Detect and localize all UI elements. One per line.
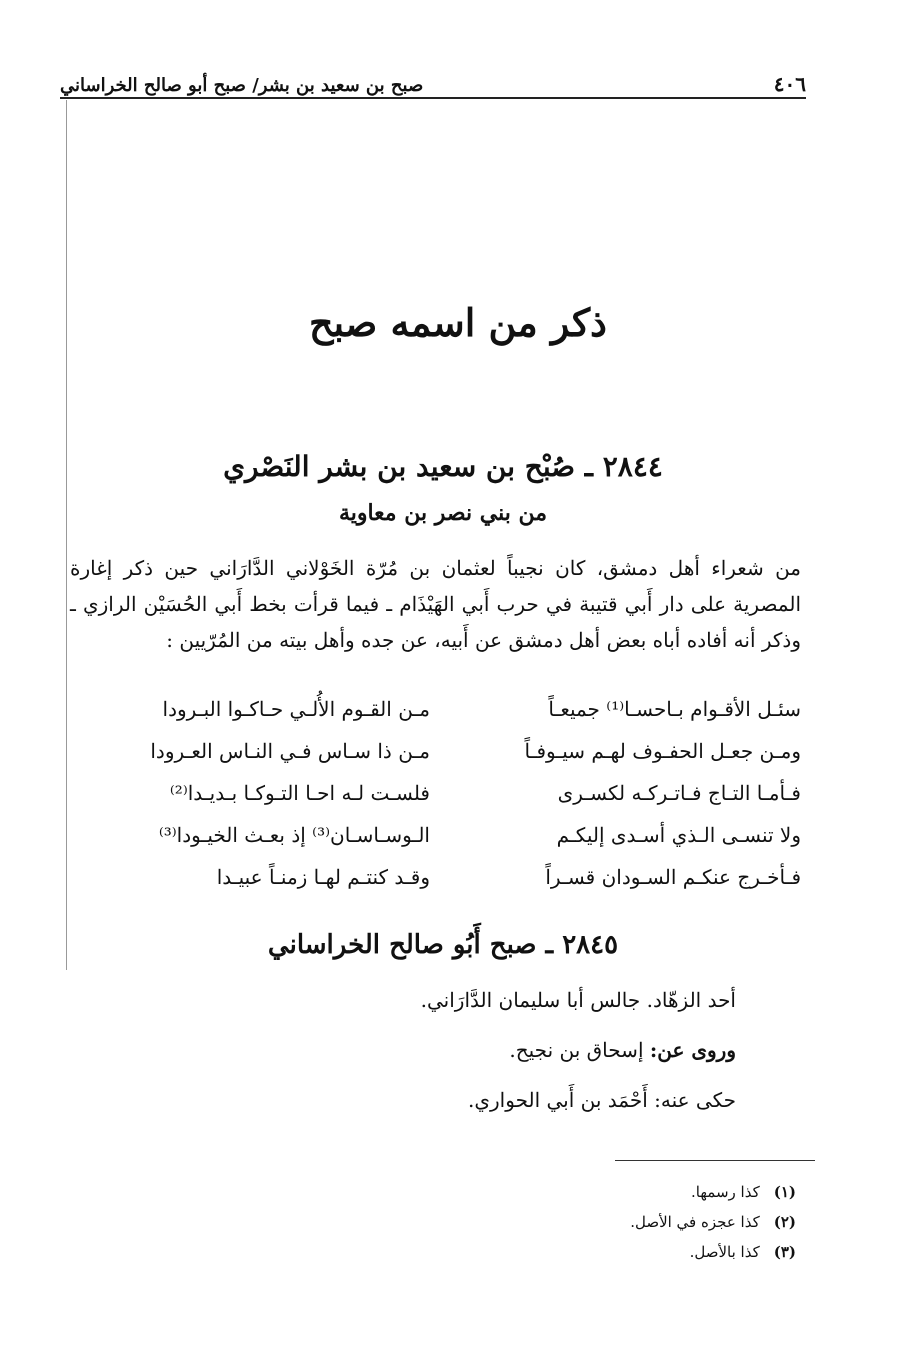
entry-2845-heading: ٢٨٤٥ ـ صبح أَبُو صالح الخراساني (267, 930, 619, 960)
entry-2845-narrated-by: حكى عنه: أَحْمَد بن أَبي الحواري. (468, 1088, 736, 1112)
footnote-number: (٣) (773, 1243, 796, 1261)
footnote-text: كذا عجزه في الأصل. (630, 1213, 760, 1231)
verse-line (60, 814, 801, 856)
narrated-from-value: إسحاق بن نجيح. (509, 1038, 644, 1062)
footnote-number: (١) (773, 1183, 796, 1201)
entry-2845-description: أحد الزهّاد. جالس أبا سليمان الدَّارَاني. (420, 988, 736, 1012)
verse-second-hemistich: مـن ذا سـاس فـي النـاس العـرودا (150, 739, 430, 763)
verse-second-hemistich: الـوسـاسـان⁽³⁾ إذ بعـث الخيـودا⁽³⁾ (158, 823, 430, 847)
verse-second-hemistich: مـن القـوم الأُلـي حـاكـوا البـرودا (162, 697, 430, 721)
verse-line (60, 688, 801, 730)
verse-first-hemistich: سئـل الأقـوام بـاحسـا⁽¹⁾ جميعـاً (548, 697, 801, 721)
footnote (630, 1213, 796, 1243)
poem (60, 688, 801, 898)
footnote-number: (٢) (773, 1213, 796, 1231)
page-number: ٤٠٦ (773, 72, 806, 96)
footnote-text: كذا رسمها. (691, 1183, 760, 1201)
running-title: صبح بن سعيد بن بشر/ صبح أبو صالح الخراساني (60, 75, 424, 96)
verse-first-hemistich: ولا تنسـى الـذي أسـدى إليكـم (556, 823, 801, 847)
footnote-text: كذا بالأصل. (689, 1243, 760, 1261)
verse-first-hemistich: فـأمـا التـاج فـاتـركـه لكسـرى (557, 781, 801, 805)
verse-line (60, 856, 801, 898)
footnote-rule (615, 1160, 815, 1161)
entry-2844-heading: ٢٨٤٤ ـ صُبْح بن سعيد بن بشر النَصْري (223, 450, 663, 483)
header-rule (60, 97, 806, 99)
entry-2844-subheading: من بني نصر بن معاوية (338, 500, 548, 526)
footnotes (630, 1183, 796, 1273)
verse-first-hemistich: فـأخـرج عنكـم السـودان قسـراً (545, 865, 801, 889)
section-title: ذكر من اسمه صبح (309, 300, 607, 345)
verse-first-hemistich: ومـن جعـل الحفـوف لهـم سيـوفـاً (524, 739, 801, 763)
verse-second-hemistich: فلسـت لـه احـا التـوكـا بـديـدا⁽²⁾ (169, 781, 430, 805)
narrated-from-label: وروى عن: (649, 1038, 736, 1062)
verse-second-hemistich: وقـد كنتـم لهـا زمنـاً عبيـدا (216, 865, 430, 889)
entry-2844-paragraph: من شعراء أهل دمشق، كان نجيباً لعثمان بن مُرّة الخَوْلاني الدَّارَاني حين ذكر إغارة المصرية على دار أَبي قتيبة في حرب أَبي الهَيْذَام ـ فيما قرأت بخط أَبي الحُسَيْن الرازي ـ وذكر أنه أفاده أباه بعض أهل دمشق عن أَبيه، عن جده وأهل بيته من المُرّيين : (70, 556, 802, 652)
verse-line (60, 772, 801, 814)
entry-2845-narrated-from (60, 1038, 736, 1062)
verse-line (60, 730, 801, 772)
page-header (60, 60, 806, 96)
footnote (630, 1243, 796, 1273)
footnote (630, 1183, 796, 1213)
